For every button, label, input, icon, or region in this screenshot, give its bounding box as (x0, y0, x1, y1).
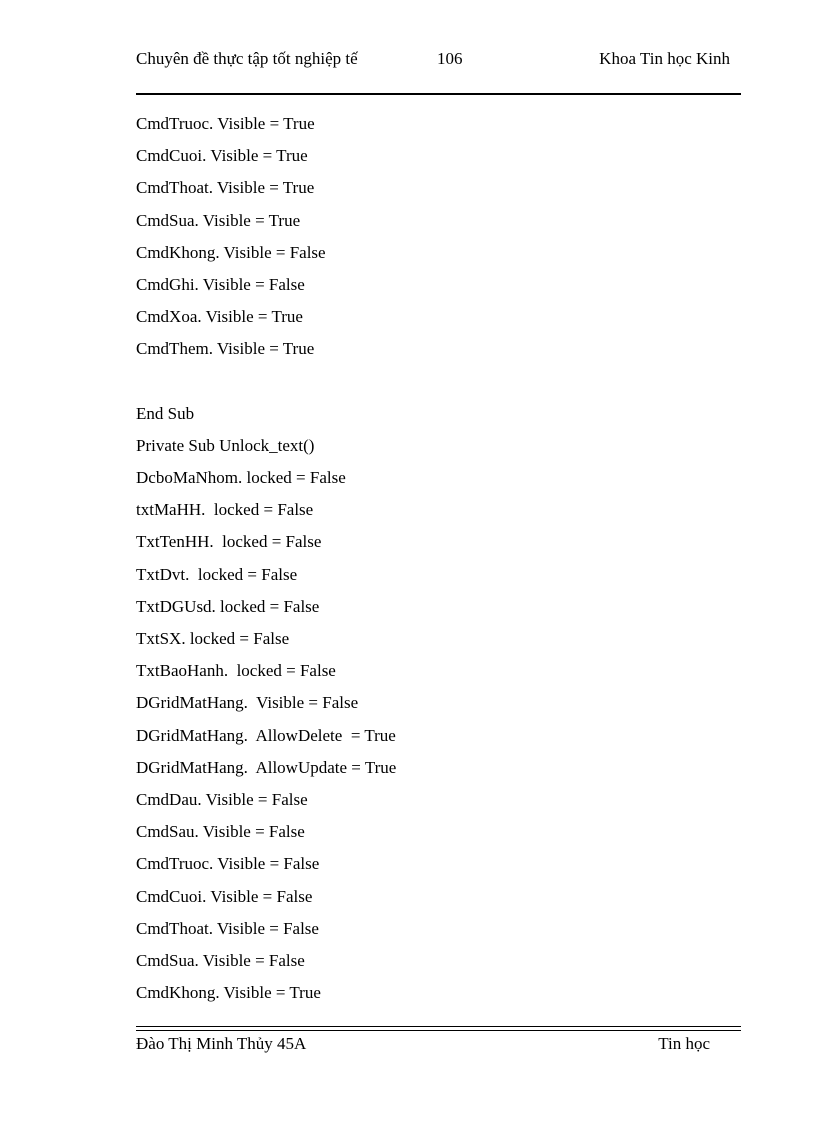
header-right-title: Khoa Tin học Kinh (599, 49, 730, 68)
code-line: Private Sub Unlock_text() (136, 435, 315, 455)
code-line: DGridMatHang. AllowUpdate = True (136, 757, 397, 777)
code-line: TxtDGUsd. locked = False (136, 596, 320, 616)
code-line: DGridMatHang. Visible = False (136, 693, 359, 713)
footer-divider-bottom (136, 1030, 741, 1031)
code-line: End Sub (136, 403, 195, 423)
code-line: CmdGhi. Visible = False (136, 274, 305, 294)
code-line: CmdSua. Visible = True (136, 210, 301, 230)
code-line: CmdThoat. Visible = True (136, 178, 315, 198)
code-line: CmdKhong. Visible = False (136, 242, 326, 262)
code-line: DGridMatHang. AllowDelete = True (136, 725, 396, 745)
code-line: CmdSua. Visible = False (136, 950, 305, 970)
code-line: TxtDvt. locked = False (136, 564, 298, 584)
code-line: CmdTruoc. Visible = True (136, 114, 315, 133)
code-line: TxtTenHH. locked = False (136, 532, 322, 552)
code-line: CmdDau. Visible = False (136, 789, 308, 809)
header-divider (136, 93, 741, 95)
page-header (136, 48, 740, 96)
code-line: CmdThem. Visible = True (136, 339, 315, 359)
code-line: TxtSX. locked = False (136, 629, 290, 648)
code-line: CmdCuoi. Visible = True (136, 146, 308, 166)
code-line: CmdXoa. Visible = True (136, 307, 303, 327)
code-line: DcboMaNhom. locked = False (136, 468, 346, 488)
page-footer (136, 1033, 740, 1083)
code-line: CmdTruoc. Visible = False (136, 854, 320, 874)
footer-divider-top (136, 1026, 741, 1027)
footer-author: Đào Thị Minh Thủy 45A (136, 1034, 307, 1053)
code-line: CmdSau. Visible = False (136, 822, 305, 842)
footer-department: Tin học (658, 1034, 710, 1053)
code-line: CmdKhong. Visible = True (136, 983, 321, 1003)
code-line: TxtBaoHanh. locked = False (136, 661, 336, 681)
code-line: CmdThoat. Visible = False (136, 918, 319, 938)
code-listing (136, 108, 740, 1009)
code-line (136, 366, 740, 398)
page-number: 106 (437, 49, 463, 68)
code-line: CmdCuoi. Visible = False (136, 886, 313, 906)
code-line: txtMaHH. locked = False (136, 500, 314, 520)
header-left-title: Chuyên đề thực tập tốt nghiệp tế (136, 49, 358, 68)
